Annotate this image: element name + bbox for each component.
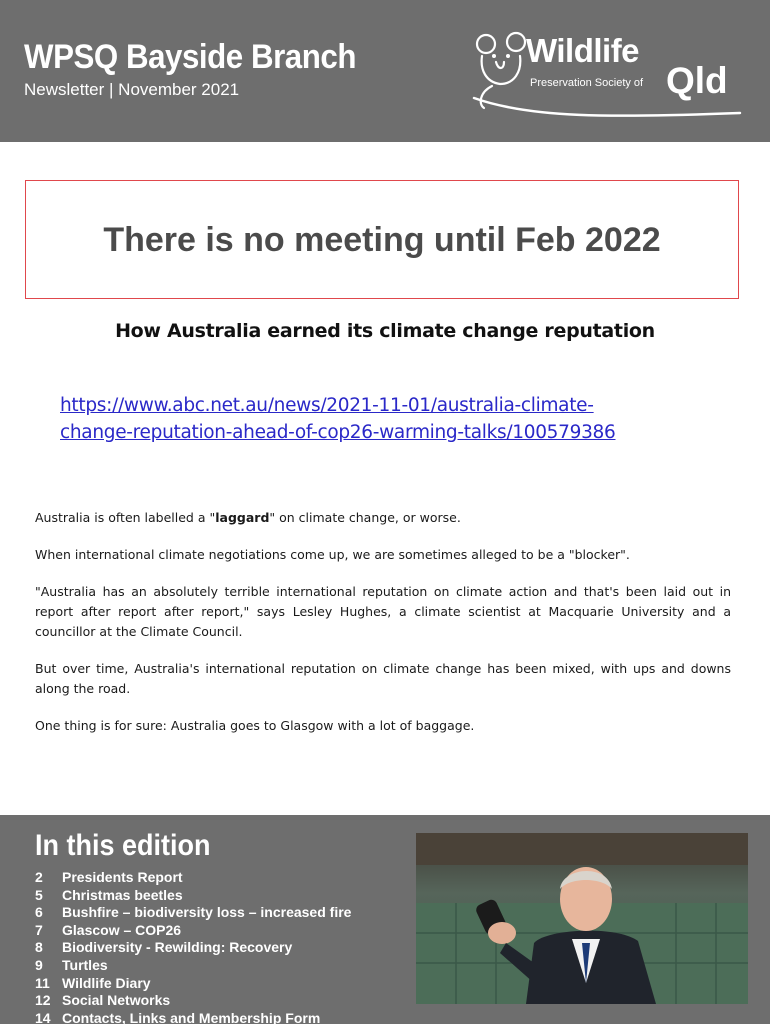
article-heading: How Australia earned its climate change reputation <box>115 320 655 342</box>
toc-page-number: 7 <box>35 921 43 938</box>
toc-page-number: 2 <box>35 869 43 885</box>
toc-item <box>35 869 351 887</box>
toc-label: Social Networks <box>62 992 171 1009</box>
toc-label: Bushfire – biodiversity loss – increased fire <box>62 904 352 921</box>
logo-subtext: Preservation Society of <box>530 77 644 89</box>
toc-page-number: 9 <box>35 956 43 973</box>
meeting-notice-text: There is no meeting until Feb 2022 <box>103 221 661 259</box>
toc-label: Wildlife Diary <box>62 974 151 991</box>
wildlife-qld-logo <box>470 28 745 123</box>
article-paragraph: Australia is often labelled a "laggard" on climate change, or worse. <box>35 510 461 525</box>
in-this-edition-panel <box>0 815 770 1024</box>
article-paragraph: One thing is for sure: Australia goes to Glasgow with a lot of baggage. <box>35 718 475 733</box>
toc-page-number: 6 <box>35 904 43 921</box>
toc-page-number: 5 <box>35 886 43 903</box>
article-body <box>35 508 731 753</box>
edition-title: In this edition <box>35 829 211 862</box>
toc-item <box>35 992 351 1010</box>
newsletter-header <box>0 0 770 142</box>
toc-item <box>35 922 351 940</box>
article-link-line2: change-reputation-ahead-of-cop26-warming-talks/100579386 <box>60 422 616 443</box>
toc-label: Biodiversity - Rewilding: Recovery <box>62 939 293 956</box>
toc-item <box>35 1010 351 1027</box>
newsletter-date: Newsletter | November 2021 <box>24 80 240 99</box>
logo-swoosh <box>470 88 745 123</box>
toc-label: Contacts, Links and Membership Form <box>62 1009 321 1026</box>
meeting-notice <box>25 180 739 299</box>
article-link[interactable] <box>60 392 760 446</box>
toc-label: Presidents Report <box>62 869 183 885</box>
table-of-contents <box>35 869 351 1027</box>
toc-item <box>35 939 351 957</box>
parliament-photo <box>416 833 748 1004</box>
toc-page-number: 14 <box>35 1009 51 1026</box>
article-paragraph: "Australia has an absolutely terrible international reputation on climate action and that's been laid out in report after report after report," says Lesley Hughes, a climate scientist at Macquarie University and a councillor at the Climate Council. <box>35 584 731 639</box>
toc-item <box>35 904 351 922</box>
logo-wordmark: Wildlife <box>526 32 640 69</box>
toc-item <box>35 887 351 905</box>
article-paragraph: But over time, Australia's international reputation on climate change has been mixed, with ups and downs along the road. <box>35 661 731 696</box>
toc-item <box>35 975 351 993</box>
toc-label: Christmas beetles <box>62 886 183 903</box>
toc-page-number: 12 <box>35 992 51 1009</box>
toc-label: Turtles <box>62 956 108 973</box>
article-link-line1: https://www.abc.net.au/news/2021-11-01/australia-climate- <box>60 395 594 416</box>
toc-page-number: 11 <box>35 974 50 991</box>
branch-title: WPSQ Bayside Branch <box>24 38 356 76</box>
article-paragraph: When international climate negotiations come up, we are sometimes alleged to be a "blocker". <box>35 547 630 562</box>
toc-label: Glascow – COP26 <box>62 921 182 938</box>
emphasis-laggard: laggard <box>215 510 270 525</box>
logo-qld: Qld <box>666 60 728 101</box>
toc-page-number: 8 <box>35 939 43 956</box>
toc-item <box>35 957 351 975</box>
